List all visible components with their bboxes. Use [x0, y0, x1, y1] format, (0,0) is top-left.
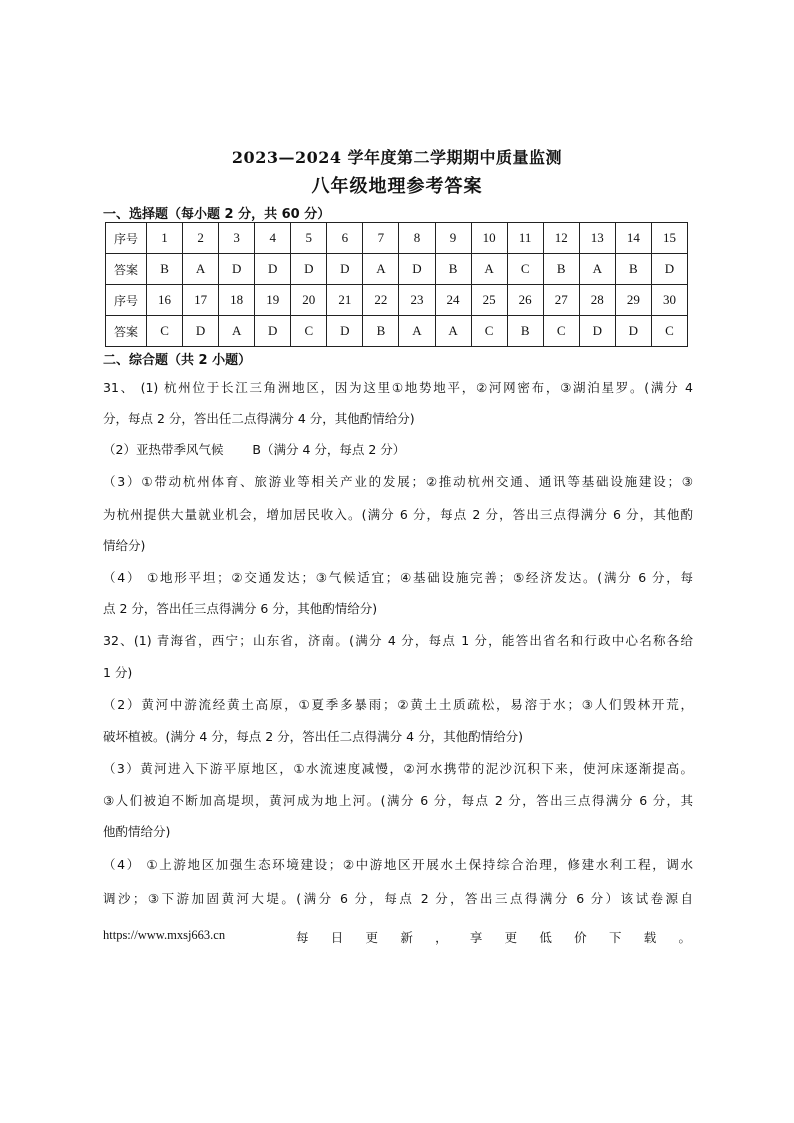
table-cell: C — [651, 316, 687, 347]
table-cell: 30 — [651, 285, 687, 316]
answer-line: 31、 (1) 杭州位于长江三角洲地区，因为这里①地势地平，②河网密布，③湖泊星罗。(满分 4 — [103, 380, 693, 395]
table-cell: C — [291, 316, 327, 347]
table-cell: D — [255, 316, 291, 347]
answer-line: 情给分) — [103, 538, 146, 553]
answer-line: ③人们被迫不断加高堤坝，黄河成为地上河。(满分 6 分，每点 2 分，答出三点得满分 6 分，其 — [103, 793, 693, 808]
table-cell: 14 — [615, 223, 651, 254]
row-label: 序号 — [106, 223, 147, 254]
table-cell: D — [399, 254, 435, 285]
table-cell: 28 — [579, 285, 615, 316]
table-cell: 17 — [183, 285, 219, 316]
table-cell: 18 — [219, 285, 255, 316]
table-cell: 22 — [363, 285, 399, 316]
table-row — [106, 223, 688, 254]
table-cell: 7 — [363, 223, 399, 254]
table-cell: D — [183, 316, 219, 347]
table-cell: D — [615, 316, 651, 347]
answer-line: （4） ①地形平坦；②交通发达；③气候适宜；④基础设施完善；⑤经济发达。(满分 6 分，每 — [103, 570, 693, 585]
table-cell: D — [651, 254, 687, 285]
table-cell: 15 — [651, 223, 687, 254]
table-row — [106, 316, 688, 347]
table-cell: B — [507, 316, 543, 347]
answer-line: 调沙；③下游加固黄河大堤。(满分 6 分，每点 2 分，答出三点得满分 6 分）该试卷源自 — [103, 891, 693, 906]
table-cell: 27 — [543, 285, 579, 316]
table-cell: 23 — [399, 285, 435, 316]
table-cell: 4 — [255, 223, 291, 254]
table-cell: 10 — [471, 223, 507, 254]
table-cell: 12 — [543, 223, 579, 254]
table-cell: A — [435, 316, 471, 347]
answer-line: 他酌情给分) — [103, 824, 171, 839]
table-cell: 20 — [291, 285, 327, 316]
table-cell: 11 — [507, 223, 543, 254]
answer-line: 32、(1) 青海省，西宁；山东省，济南。(满分 4 分，每点 1 分，能答出省名和行政中心名称各给 — [103, 633, 693, 648]
row-label: 序号 — [106, 285, 147, 316]
answer-table — [105, 222, 688, 347]
table-cell: C — [147, 316, 183, 347]
table-cell: 16 — [147, 285, 183, 316]
answer-line: 为杭州提供大量就业机会，增加居民收入。(满分 6 分，每点 2 分，答出三点得满分 6 分，其他酌 — [103, 507, 693, 522]
table-cell: 1 — [147, 223, 183, 254]
table-cell: D — [327, 316, 363, 347]
answer-line: （3）黄河进入下游平原地区，①水流速度减慢，②河水携带的泥沙沉积下来，使河床逐渐提高。 — [103, 761, 693, 776]
answer-line: （4） ①上游地区加强生态环境建设；②中游地区开展水土保持综合治理，修建水利工程，调水 — [103, 857, 693, 872]
table-cell: D — [219, 254, 255, 285]
row-label: 答案 — [106, 316, 147, 347]
table-cell: 5 — [291, 223, 327, 254]
table-cell: A — [399, 316, 435, 347]
answer-line: （2）亚热带季风气候 B（满分 4 分，每点 2 分） — [103, 442, 406, 457]
table-cell: B — [435, 254, 471, 285]
answer-line: （2）黄河中游流经黄土高原，①夏季多暴雨；②黄土土质疏松，易溶于水；③人们毁林开荒， — [103, 697, 693, 712]
table-cell: B — [147, 254, 183, 285]
table-cell: 25 — [471, 285, 507, 316]
table-cell: A — [183, 254, 219, 285]
table-cell: D — [255, 254, 291, 285]
table-cell: C — [507, 254, 543, 285]
table-cell: 2 — [183, 223, 219, 254]
page-subtitle: 八年级地理参考答案 — [311, 176, 483, 197]
table-cell: 24 — [435, 285, 471, 316]
table-cell: 3 — [219, 223, 255, 254]
answer-line: 破坏植被。(满分 4 分，每点 2 分，答出任二点得满分 4 分，其他酌情给分) — [103, 729, 523, 744]
table-cell: D — [327, 254, 363, 285]
footer-note: 每日更新，享更低价下载。 — [296, 930, 693, 945]
table-cell: 19 — [255, 285, 291, 316]
table-cell: B — [615, 254, 651, 285]
table-cell: A — [579, 254, 615, 285]
table-cell: 9 — [435, 223, 471, 254]
table-cell: A — [471, 254, 507, 285]
table-row — [106, 254, 688, 285]
table-cell: 21 — [327, 285, 363, 316]
table-cell: B — [543, 254, 579, 285]
table-cell: 8 — [399, 223, 435, 254]
table-cell: C — [543, 316, 579, 347]
table-cell: D — [291, 254, 327, 285]
row-label: 答案 — [106, 254, 147, 285]
table-cell: 26 — [507, 285, 543, 316]
table-cell: A — [363, 254, 399, 285]
section2-heading: 二、综合题（共 2 小题） — [103, 353, 252, 368]
table-cell: C — [471, 316, 507, 347]
answer-line: 分，每点 2 分，答出任二点得满分 4 分，其他酌情给分) — [103, 411, 415, 426]
table-cell: 29 — [615, 285, 651, 316]
source-link[interactable]: https://www.mxsj663.cn — [103, 928, 226, 942]
table-cell: 13 — [579, 223, 615, 254]
table-cell: 6 — [327, 223, 363, 254]
table-cell: A — [219, 316, 255, 347]
table-cell: D — [579, 316, 615, 347]
table-row — [106, 285, 688, 316]
section1-heading: 一、选择题（每小题 2 分，共 60 分） — [103, 207, 331, 222]
answer-line: 1 分) — [103, 665, 133, 680]
table-cell: B — [363, 316, 399, 347]
answer-line: （3）①带动杭州体育、旅游业等相关产业的发展；②推动杭州交通、通讯等基础设施建设；③ — [103, 474, 693, 489]
answer-line: 点 2 分，答出任三点得满分 6 分，其他酌情给分) — [103, 601, 378, 616]
page-title: 2023—2024 学年度第二学期期中质量监测 — [231, 148, 563, 167]
